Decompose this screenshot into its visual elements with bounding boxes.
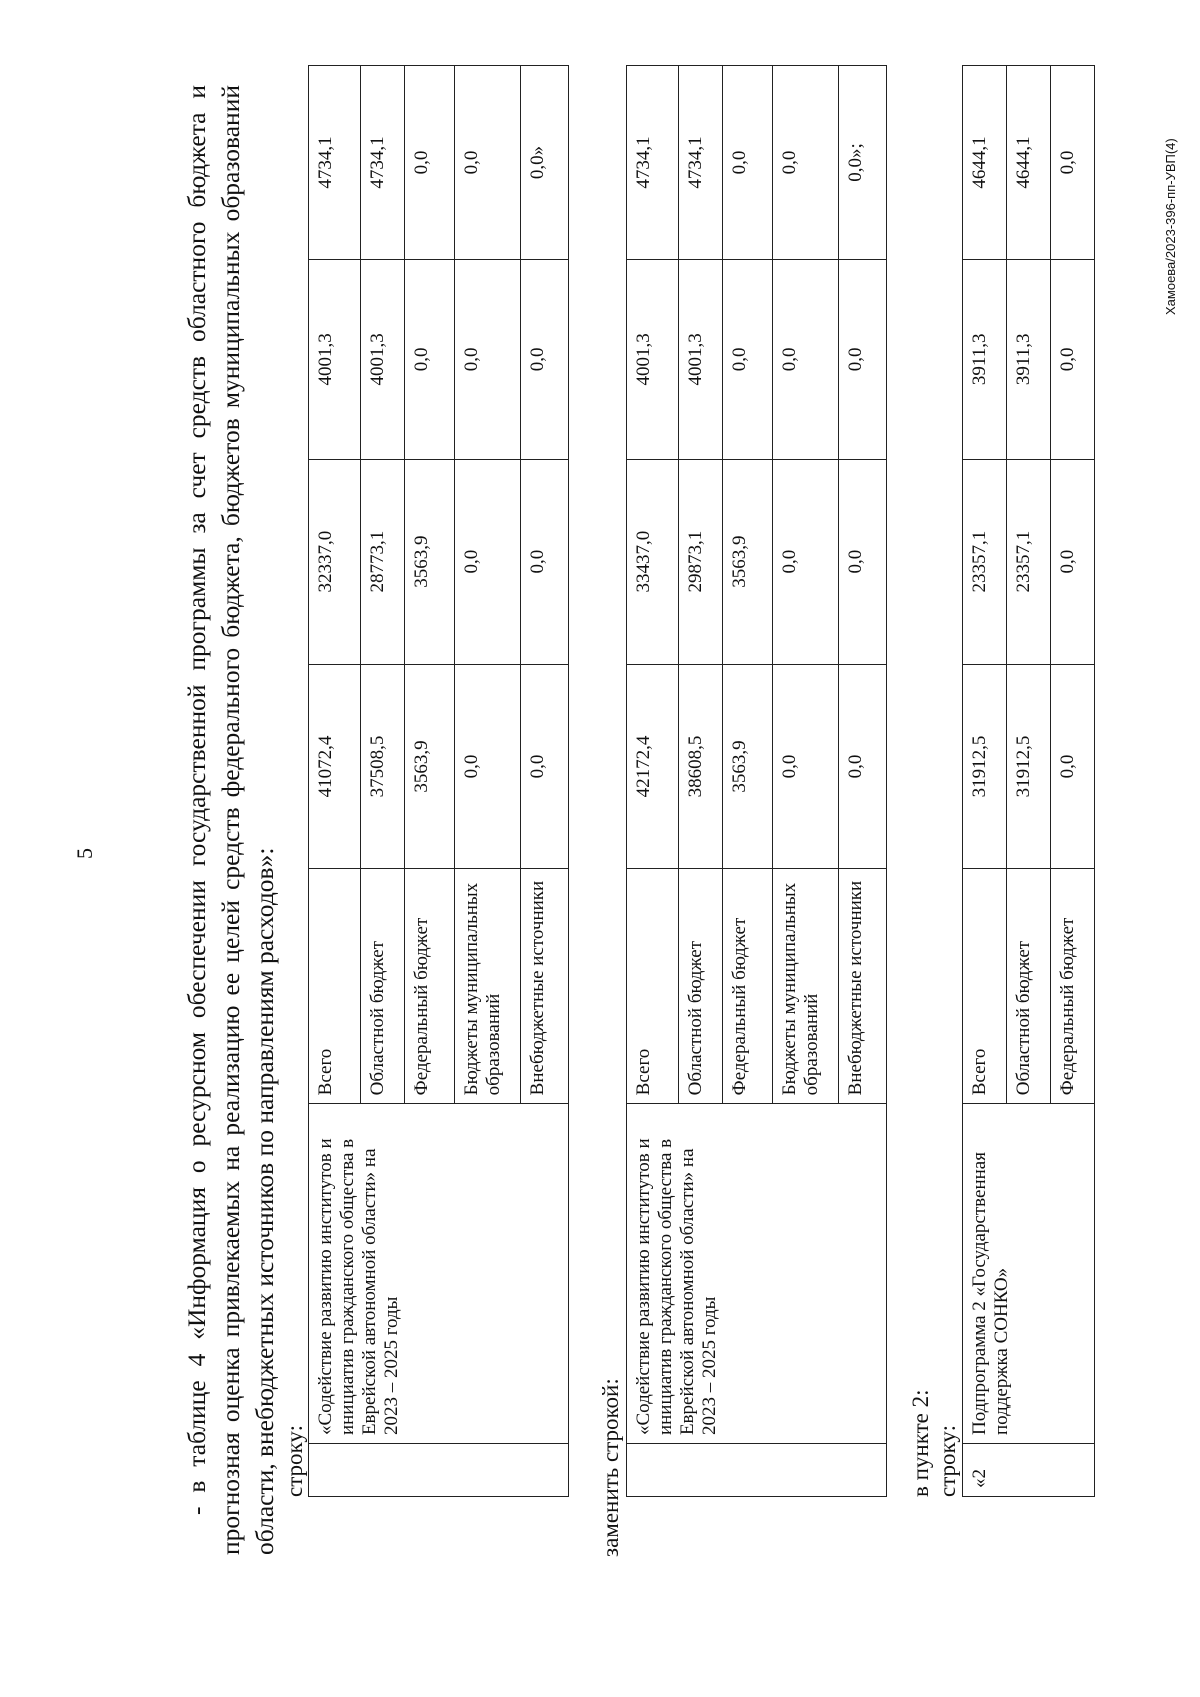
row-number-cell: [627, 1444, 887, 1497]
amount-cell: 28773,1: [361, 459, 405, 664]
amount-cell: 0,0»: [521, 66, 569, 260]
page-number: 5: [72, 848, 97, 859]
amount-cell: 0,0: [773, 66, 839, 260]
funding-source-cell: Всего: [963, 869, 1007, 1104]
amount-cell: 0,0: [1051, 259, 1095, 459]
amount-cell: 38608,5: [679, 664, 723, 869]
amount-cell: 33437,0: [627, 459, 679, 664]
row-number-cell: [309, 1444, 569, 1497]
funding-source-cell: Бюджеты муниципальных образований: [455, 869, 521, 1104]
amount-cell: 4001,3: [361, 259, 405, 459]
amount-cell: 0,0: [455, 664, 521, 869]
row-label: строку:: [282, 1425, 307, 1497]
amount-cell: 0,0: [839, 664, 887, 869]
amount-cell: 0,0: [405, 66, 455, 260]
amount-cell: 32337,0: [309, 459, 361, 664]
table-subprogram-row: [962, 65, 1095, 1497]
amount-cell: 0,0: [773, 664, 839, 869]
amount-cell: 0,0: [455, 66, 521, 260]
amount-cell: 0,0: [455, 459, 521, 664]
funding-source-cell: Федеральный бюджет: [1051, 869, 1095, 1104]
row-label-2: строку:: [935, 1425, 960, 1497]
funding-source-cell: Всего: [627, 869, 679, 1104]
funding-source-cell: Всего: [309, 869, 361, 1104]
amount-cell: 0,0: [773, 259, 839, 459]
amount-cell: 31912,5: [1007, 664, 1051, 869]
table-replacement-row: [626, 65, 887, 1497]
amount-cell: 0,0: [723, 66, 773, 260]
amount-cell: 31912,5: [963, 664, 1007, 869]
point2-label: в пункте 2:: [908, 1389, 933, 1497]
amount-cell: 0,0: [839, 259, 887, 459]
footer-code: Хамоева/2023-396-пп-УВП(4): [1163, 138, 1178, 315]
row-number-cell: «2: [963, 1444, 1095, 1497]
amount-cell: 0,0: [1051, 459, 1095, 664]
amount-cell: 4734,1: [361, 66, 405, 260]
funding-source-cell: Федеральный бюджет: [405, 869, 455, 1104]
amount-cell: 37508,5: [361, 664, 405, 869]
amount-cell: 0,0: [521, 259, 569, 459]
amount-cell: 0,0: [405, 259, 455, 459]
amount-cell: 3911,3: [1007, 259, 1051, 459]
funding-source-cell: Областной бюджет: [361, 869, 405, 1104]
amount-cell: 0,0: [455, 259, 521, 459]
program-name-cell: «Содействие развитию институтов и инициатив гражданского общества в Еврейской автономной области» на 2023 – 2025 годы: [309, 1104, 569, 1444]
amount-cell: 4734,1: [627, 66, 679, 260]
amount-cell: 0,0: [1051, 664, 1095, 869]
amount-cell: 4644,1: [1007, 66, 1051, 260]
amount-cell: 3563,9: [405, 664, 455, 869]
funding-source-cell: Областной бюджет: [679, 869, 723, 1104]
funding-source-cell: Бюджеты муниципальных образований: [773, 869, 839, 1104]
table-row: [627, 66, 679, 1497]
amount-cell: 0,0»;: [839, 66, 887, 260]
funding-source-cell: Внебюджетные источники: [521, 869, 569, 1104]
program-name-cell: Подпрограмма 2 «Государственная поддержка СОНКО»: [963, 1104, 1095, 1444]
amount-cell: 41072,4: [309, 664, 361, 869]
amount-cell: 29873,1: [679, 459, 723, 664]
funding-source-cell: Федеральный бюджет: [723, 869, 773, 1104]
amount-cell: 3563,9: [723, 459, 773, 664]
funding-source-cell: Внебюджетные источники: [839, 869, 887, 1104]
amount-cell: 4644,1: [963, 66, 1007, 260]
program-name-cell: «Содействие развитию институтов и инициатив гражданского общества в Еврейской автономной области» на 2023 – 2025 годы: [627, 1104, 887, 1444]
amount-cell: 4001,3: [309, 259, 361, 459]
amount-cell: 3563,9: [723, 664, 773, 869]
table-row: [963, 66, 1007, 1497]
amount-cell: 0,0: [521, 664, 569, 869]
intro-text: - в таблице 4 «Информация о ресурсном обеспечении государственной программы за счет средств областного бюджета и прогнозная оценка привлекаемых на реализацию ее целей средств федерального бюджета, бюджетов муниципальных образований области, внебюджетных источников по направлениям расходов»:: [182, 85, 279, 1555]
amount-cell: 4001,3: [627, 259, 679, 459]
amount-cell: 0,0: [723, 259, 773, 459]
table-original-row: [308, 65, 569, 1497]
amount-cell: 0,0: [773, 459, 839, 664]
amount-cell: 4734,1: [679, 66, 723, 260]
amount-cell: 42172,4: [627, 664, 679, 869]
amount-cell: 0,0: [839, 459, 887, 664]
amount-cell: 0,0: [521, 459, 569, 664]
replace-label: заменить строкой:: [598, 1378, 623, 1557]
intro-paragraph: [180, 85, 282, 1555]
funding-source-cell: Областной бюджет: [1007, 869, 1051, 1104]
amount-cell: 23357,1: [963, 459, 1007, 664]
amount-cell: 3911,3: [963, 259, 1007, 459]
amount-cell: 0,0: [1051, 66, 1095, 260]
table-row: [309, 66, 361, 1497]
amount-cell: 4001,3: [679, 259, 723, 459]
amount-cell: 4734,1: [309, 66, 361, 260]
amount-cell: 23357,1: [1007, 459, 1051, 664]
amount-cell: 3563,9: [405, 459, 455, 664]
